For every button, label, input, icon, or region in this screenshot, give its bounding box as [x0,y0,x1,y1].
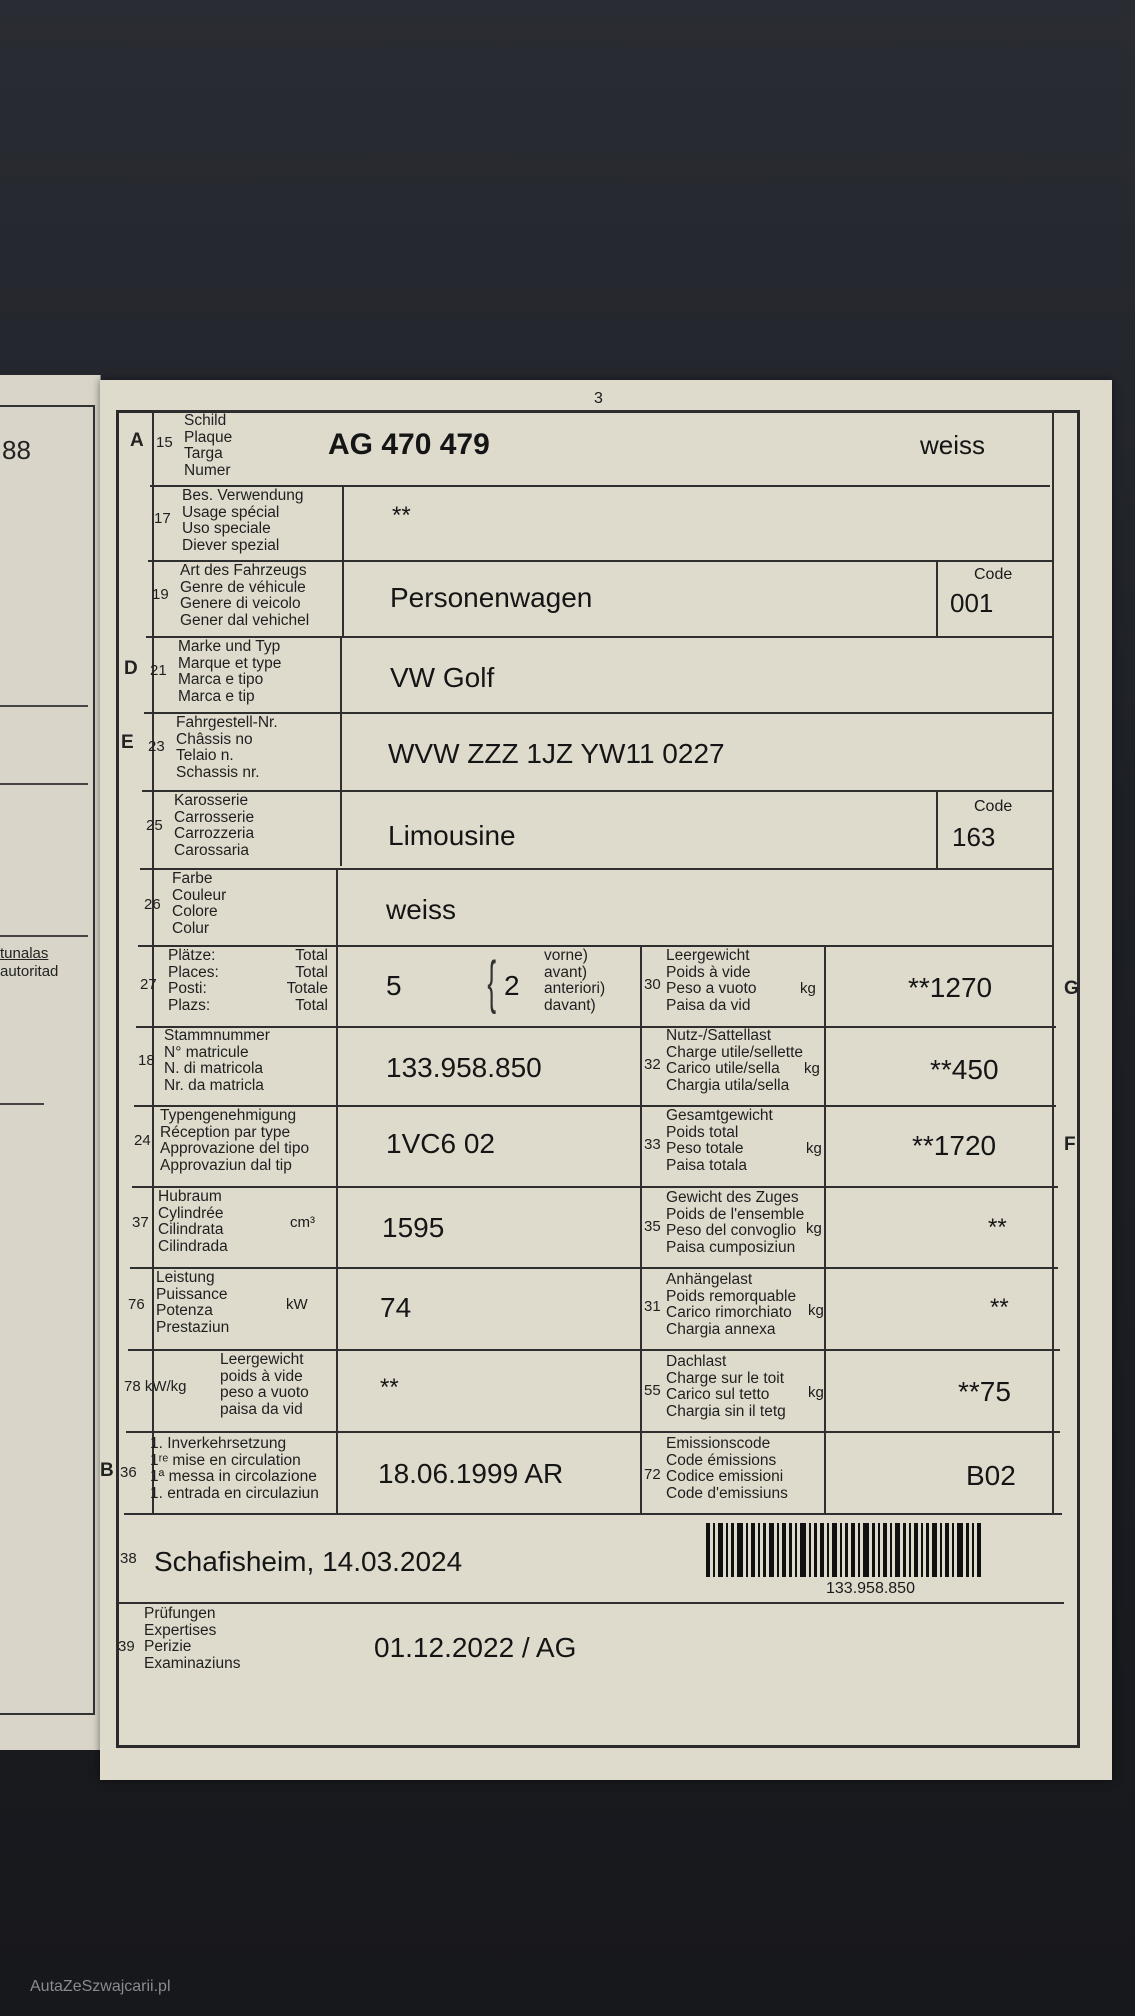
field-number: 17 [154,510,171,527]
divider [0,783,88,785]
inspection-date: 01.12.2022 / AG [374,1632,577,1663]
vehicle-type: Personenwagen [390,582,593,613]
field-label-totals: Total Total Totale Total [286,947,328,1014]
col-line [824,945,826,1513]
barcode [706,1523,984,1577]
unit-label: kg [806,1140,822,1157]
field-number: 35 [644,1218,661,1235]
field-label: Leergewicht Poids à vide Peso a vuoto Paisa da vid [666,947,757,1014]
row-line [130,1267,1058,1269]
field-number: 23 [148,738,165,755]
total-weight: **1720 [912,1130,997,1161]
field-label: Karosserie Carrosserie Carrozzeria Carossaria [174,792,255,859]
row-line [124,1513,1062,1515]
field-label: Bes. Verwendung Usage spécial Uso speciale Diever spezial [182,487,304,554]
code-label: Code [974,798,1013,815]
row-line [144,712,1052,714]
bracket: { [487,950,497,1015]
divider [0,705,88,707]
unit-label: kg [808,1302,824,1319]
emission-code: B02 [966,1460,1016,1491]
make-and-model: VW Golf [390,662,495,693]
field-number: 78 kW/kg [124,1378,187,1395]
field-number: 38 [120,1550,137,1567]
row-line [142,790,1054,792]
row-line [140,868,1054,870]
seats-front: 2 [504,970,520,1001]
field-number: 37 [132,1214,149,1231]
body-type-code: 163 [952,822,996,852]
field-label: Prüfungen Expertises Perizie Examinaziuns [144,1605,241,1672]
trailer-load: ** [990,1294,1009,1321]
row-line [126,1431,1060,1433]
vehicle-color: weiss [386,894,457,925]
field-number: 21 [150,662,167,679]
left-page [0,375,101,1750]
code-label: Code [974,566,1013,583]
field-label: Art des Fahrzeugs Genre de véhicule Genere di veicolo Gener dal vehichel [180,562,310,629]
field-label: Schild Plaque Targa Numer [184,412,233,479]
field-number: 72 [644,1466,661,1483]
field-number: 36 [120,1464,137,1481]
plate-number: AG 470 479 [328,428,490,461]
col-line [336,868,338,1513]
left-page-text: autoritad [0,963,59,980]
barcode-text: 133.958.850 [826,1580,915,1597]
field-number: 26 [144,896,161,913]
field-number: 31 [644,1298,661,1315]
field-number: 30 [644,976,661,993]
field-number: 76 [128,1296,145,1313]
field-number: 19 [152,586,169,603]
field-label: Dachlast Charge sur le toit Carico sul tetto Chargia sin il tetg [666,1353,786,1420]
unit-label: kg [804,1060,820,1077]
field-number: 55 [644,1382,661,1399]
field-label: Stammnummer N° matricule N. di matricola Nr. da matricla [164,1027,270,1094]
field-label: Gewicht des Zuges Poids de l'ensemble Peso del convoglio Paisa cumposiziun [666,1189,805,1256]
row-line [146,636,1052,638]
unit-label: kg [800,980,816,997]
field-number: 18 [138,1052,155,1069]
field-label: Plätze: Places: Posti: Plazs: [168,947,219,1014]
power: 74 [380,1292,412,1323]
col-line [152,410,154,1513]
vehicle-type-code: 001 [950,588,994,618]
col-line [340,636,342,866]
field-label: Emissionscode Code émissions Codice emissioni Code d'emissiuns [666,1435,788,1502]
field-number: 25 [146,817,163,834]
divider [0,935,88,937]
payload: **450 [930,1054,999,1085]
field-number: 32 [644,1056,661,1073]
field-label: 1. Inverkehrsetzung 1ʳᵉ mise en circulation 1ª messa in circolazione 1. entrada en circulaziun [150,1435,319,1502]
side-letter-g: G [1064,978,1079,999]
watermark: AutaZeSzwajcarii.pl [30,1978,171,1995]
field-label: Nutz-/Sattellast Charge utile/sellette Carico utile/sella Chargia utila/sella [666,1027,803,1094]
field-label: Gesamtgewicht Poids total Peso totale Paisa totala [666,1107,773,1174]
train-weight: ** [988,1214,1007,1241]
col-line [936,560,938,636]
displacement: 1595 [382,1212,445,1243]
field-label: Fahrgestell-Nr. Châssis no Telaio n. Schassis nr. [176,714,278,781]
empty-weight: **1270 [908,972,993,1003]
left-page-frame [0,405,95,1715]
unit-label: kg [806,1220,822,1237]
field-number: 15 [156,434,173,451]
side-letter-e: E [121,732,134,753]
field-label: Hubraum Cylindrée Cilindrata Cilindrada [158,1188,228,1255]
page-number: 3 [594,390,603,407]
unit-label: kW [286,1296,308,1313]
master-number: 133.958.850 [386,1052,542,1083]
seats-total: 5 [386,970,402,1001]
field-label: Farbe Couleur Colore Colur [172,870,227,937]
field-number: 33 [644,1136,661,1153]
col-line [342,485,344,636]
field-label: Leistung Puissance Potenza Prestaziun [156,1269,230,1336]
first-registration: 18.06.1999 AR [378,1458,564,1489]
col-line [640,945,642,1513]
row-line [152,410,1052,412]
side-letter-d: D [124,658,138,679]
field-number: 39 [118,1638,135,1655]
left-page-number: 88 [2,435,31,465]
chassis-number: WVW ZZZ 1JZ YW11 0227 [388,738,725,769]
field-label: Typengenehmigung Réception par type Approvazione del tipo Approvaziun dal tip [160,1107,310,1174]
type-approval: 1VC6 02 [386,1128,495,1159]
col-line [1052,410,1054,1513]
power-to-weight: ** [380,1374,399,1401]
registration-document-page [100,380,1112,1780]
row-line [138,945,1054,947]
field-label: Leergewicht poids à vide peso a vuoto paisa da vid [220,1351,309,1418]
field-label: Marke und Typ Marque et type Marca e tipo Marca e tip [178,638,282,705]
row-line [132,1186,1058,1188]
field-number: 27 [140,976,157,993]
special-use-value: ** [392,502,411,529]
unit-label: kg [808,1384,824,1401]
side-letter-b: B [100,1460,114,1481]
row-line [136,1026,1056,1028]
side-letter-a: A [130,430,144,451]
col-line [936,790,938,868]
divider [0,1103,44,1105]
plate-color: weiss [920,430,986,460]
side-letter-f: F [1064,1134,1076,1155]
body-type: Limousine [388,820,516,851]
field-label-front: vorne) avant) anteriori) davant) [544,947,606,1014]
left-page-text: tunalas [0,945,49,962]
field-label: Anhängelast Poids remorquable Carico rimorchiato Chargia annexa [666,1271,797,1338]
unit-label: cm³ [290,1214,315,1231]
roof-load: **75 [958,1376,1011,1407]
issue-place-date: Schafisheim, 14.03.2024 [154,1546,463,1577]
field-number: 24 [134,1132,151,1149]
row-line [118,1602,1064,1604]
